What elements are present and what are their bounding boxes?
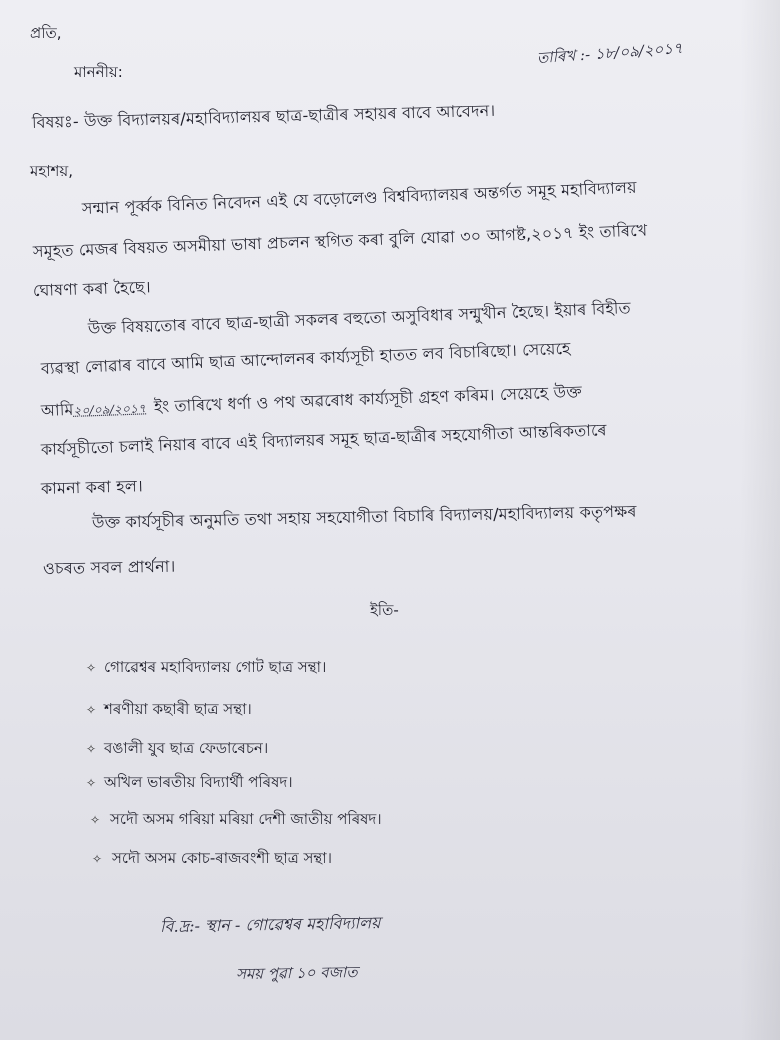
bullet-icon: ✧	[90, 813, 101, 827]
subject-line: বিষয়ঃ- উক্ত বিদ্যালয়ৰ/মহাবিদ্যালয়ৰ ছাত্ৰ-ছাত্ৰীৰ সহায়ৰ বাবে আবেদন।	[31, 100, 496, 132]
handwritten-date: তাৰিখ :- ১৮/০৯/২০১৭	[536, 38, 684, 68]
handwritten-note-time: সময় পুৱা ১০ বজাত	[235, 962, 358, 984]
closing: ইতি-	[370, 601, 399, 619]
signatory-5: সদৌ অসম গৰিয়া মৰিয়া দেশী জাতীয় পৰিষদ।	[110, 810, 382, 828]
para1-line2: সমূহত মেজৰ বিষয়ত অসমীয়া ভাষা প্ৰচলন স্থগিত কৰা বুলি যোৱা ৩০ আগষ্ট,২০১৭ ইং তাৰিখে	[32, 220, 648, 261]
para2-line3-rest: ইং তাৰিখে ধৰ্ণা ও পথ অৱৰোধ কাৰ্য্যসূচী গ্ৰহণ কৰিম। সেয়েহে উক্ত	[153, 382, 583, 417]
para3-line1: উক্ত কাৰ্যসূচীৰ অনুমতি তথা সহায় সহযোগীতা বিচাৰি বিদ্যালয়/মহাবিদ্যালয় কতৃপক্ষৰ	[91, 501, 637, 532]
bullet-icon: ✧	[86, 661, 97, 675]
para2-line5: কামনা কৰা হল।	[40, 476, 144, 498]
honorific: মাননীয়:	[74, 63, 123, 81]
para2-line4: কাৰ্যসূচীতো চলাই নিয়াৰ বাবে এই বিদ্যালয়ৰ সমূহ ছাত্ৰ-ছাত্ৰীৰ সহযোগীতা আন্তৰিকতাৰে	[40, 420, 607, 459]
para3-line2: ওচৰত সবল প্ৰাৰ্থনা।	[42, 556, 176, 578]
bullet-icon: ✧	[92, 852, 103, 866]
bullet-icon: ✧	[86, 742, 97, 756]
bullet-icon: ✧	[86, 776, 97, 790]
signatory-4: অখিল ভাৰতীয় বিদ্যাৰ্থী পৰিষদ।	[104, 773, 293, 791]
signatory-2: শৰণীয়া কছাৰী ছাত্ৰ সন্থা।	[104, 700, 252, 718]
para2-ami: আমি	[40, 399, 74, 420]
para1-line3: ঘোষণা কৰা হৈছে।	[32, 277, 152, 300]
signatory-3: বঙালী যুব ছাত্ৰ ফেডাৰেচন।	[104, 739, 269, 757]
recipient-label: প্ৰতি,	[30, 24, 62, 42]
handwritten-protest-date: ২০/০৯/২০১৭	[73, 401, 147, 418]
signatory-1: গোৱেশ্বৰ মহাবিদ্যালয় গোট ছাত্ৰ সন্থা।	[104, 658, 327, 676]
para2-line2: ব্যৱস্থা লোৱাৰ বাবে আমি ছাত্ৰ আন্দোলনৰ কাৰ্য্যসূচী হাতত লব বিচাৰিছো। সেয়েহে	[40, 338, 571, 378]
page-shadow	[740, 0, 780, 1040]
salutation: মহাশয়,	[30, 162, 74, 180]
signatory-6: সদৌ অসম কোচ-ৰাজবংশী ছাত্ৰ সন্থা।	[112, 849, 332, 867]
para2-line3	[41, 379, 583, 425]
bullet-icon: ✧	[86, 703, 97, 717]
handwritten-note-place: বি.দ্ৰ:- স্থান - গোৱেশ্বৰ মহাবিদ্যালয়	[159, 913, 381, 936]
para2-line1: উক্ত বিষয়তোৰ বাবে ছাত্ৰ-ছাত্ৰী সকলৰ বহুতো অসুবিধাৰ সন্মুখীন হৈছে। ইয়াৰ বিহীত	[87, 298, 632, 338]
para1-line1: সন্মান পূৰ্ব্বক বিনিত নিবেদন এই যে বড়োলেণ্ড বিশ্ববিদ্যালয়ৰ অন্তৰ্গত সমূহ মহাবিদ্যালয়	[81, 177, 637, 218]
